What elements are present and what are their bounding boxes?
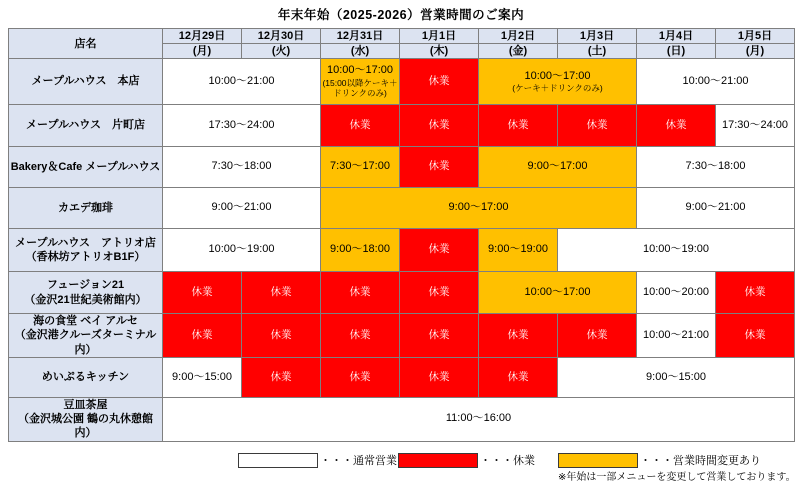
legend-normal-label: ・・・通常営業 [320,455,397,467]
table-row [9,357,795,397]
weekday-header: (金) [479,44,558,59]
hours-text: 休業 [744,328,766,341]
hours-cell-normal [558,357,795,397]
hours-cell-closed [400,314,479,358]
hours-cell-closed [321,105,400,147]
hours-note-text: (ケーキ＋ドリンクのみ) [512,83,603,94]
store-name-subtext: （金沢21世紀美術館内） [24,293,147,306]
hours-cell-normal [163,357,242,397]
hours-text: 休業 [349,370,371,383]
hours-text: 10:00〜21:00 [642,328,710,341]
date-header: 12月31日 [321,29,400,44]
hours-cell-closed [242,314,321,358]
hours-cell-closed [479,357,558,397]
hours-text: 休業 [270,328,292,341]
hours-text: 休業 [191,285,213,298]
date-header: 1月5日 [716,29,795,44]
hours-text: 休業 [507,118,529,131]
hours-text: 休業 [665,118,687,131]
hours-text: 9:00〜17:00 [448,201,509,214]
hours-text: 9:00〜19:00 [488,243,548,256]
date-header: 1月1日 [400,29,479,44]
hours-text: 17:30〜24:00 [208,118,275,131]
table-row [9,147,795,188]
hours-cell-closed [321,314,400,358]
hours-cell-changed [479,59,637,105]
hours-text: 10:00〜19:00 [208,243,275,256]
store-name-cell [9,314,163,358]
schedule-table [8,28,795,442]
hours-text: 休業 [586,328,608,341]
hours-text: 休業 [428,370,450,383]
hours-text: 11:00〜16:00 [445,412,512,425]
store-name-cell [9,59,163,105]
date-header: 1月4日 [637,29,716,44]
store-name-cell [9,229,163,272]
store-name-subtext: （金沢城公園 鶴の丸休憩館内） [17,413,154,440]
schedule-table-body [9,59,795,442]
hours-cell-changed [321,188,637,229]
store-name-text: フュージョン21 [46,279,125,292]
schedule-table-header [9,29,795,59]
hours-cell-normal [163,105,321,147]
hours-cell-closed [242,272,321,314]
hours-cell-closed [716,314,795,358]
hours-text: 9:00〜21:00 [685,201,746,214]
hours-text: 休業 [507,328,529,341]
hours-cell-normal [637,147,795,188]
store-name-cell [9,147,163,188]
legend-normal-swatch [238,453,318,468]
date-header: 12月30日 [242,29,321,44]
hours-cell-closed [400,357,479,397]
hours-cell-closed [163,314,242,358]
hours-text: 休業 [428,74,450,87]
hours-cell-closed [242,357,321,397]
hours-cell-closed [558,314,637,358]
hours-text: 休業 [507,370,529,383]
legend-note: ※年始は一部メニューを変更して営業しております。 [558,472,796,483]
store-name-cell [9,272,163,314]
table-row [9,188,795,229]
hours-text: 休業 [428,243,450,256]
store-name-text: めいぷるキッチン [41,371,130,384]
weekday-header: (月) [716,44,795,59]
legend-closed-swatch [398,453,478,468]
store-name-cell [9,357,163,397]
hours-cell-closed [400,229,479,272]
hours-cell-changed [321,229,400,272]
page-title: 年末年始（2025-2026）営業時間のご案内 [277,8,525,22]
weekday-header: (土) [558,44,637,59]
hours-cell-normal [637,59,795,105]
hours-cell-changed [321,147,400,188]
date-header: 1月2日 [479,29,558,44]
weekday-header: (日) [637,44,716,59]
hours-text: 休業 [191,328,213,341]
hours-text: 9:00〜15:00 [646,370,706,383]
store-name-text: メープルハウス 片町店 [26,119,145,132]
hours-text: 10:00〜17:00 [524,69,591,82]
hours-text: 7:30〜18:00 [211,160,272,173]
hours-text: 休業 [744,285,766,298]
hours-cell-changed [479,229,558,272]
hours-cell-closed [321,357,400,397]
hours-text: 休業 [428,285,450,298]
hours-cell-closed [321,272,400,314]
hours-cell-closed [163,272,242,314]
hours-cell-closed [558,105,637,147]
hours-text: 7:30〜18:00 [685,160,746,173]
date-header: 12月29日 [163,29,242,44]
weekday-header: (木) [400,44,479,59]
store-name-text: 海の食堂 ベイ アルセ [33,315,138,327]
hours-text: 9:00〜21:00 [211,201,272,214]
hours-cell-normal [163,188,321,229]
hours-text: 休業 [270,370,292,383]
hours-text: 9:00〜18:00 [330,243,390,256]
store-name-cell [9,105,163,147]
hours-text: 9:00〜17:00 [527,160,588,173]
weekday-header: (火) [242,44,321,59]
store-name-cell [9,188,163,229]
store-name-text: メープルハウス アトリオ店 [15,236,156,249]
hours-text: 7:30〜17:00 [330,160,390,173]
hours-cell-normal [163,147,321,188]
hours-text: 10:00〜20:00 [642,285,710,298]
hours-cell-normal [163,229,321,272]
hours-text: 10:00〜19:00 [642,243,710,256]
hours-cell-normal [716,105,795,147]
hours-cell-closed [400,147,479,188]
legend-closed [398,452,535,468]
table-row [9,59,795,105]
hours-text: 9:00〜15:00 [172,370,232,383]
hours-text: 10:00〜21:00 [208,74,275,87]
hours-cell-closed [716,272,795,314]
hours-cell-normal [637,188,795,229]
table-row [9,105,795,147]
hours-cell-closed [637,105,716,147]
store-name-subtext: （香林坊アトリオB1F） [25,251,146,263]
hours-cell-closed [479,314,558,358]
store-name-text: カエデ珈琲 [58,201,113,214]
legend-changed-label: ・・・営業時間変更あり [640,455,761,467]
table-row [9,397,795,441]
hours-cell-changed [479,272,637,314]
hours-text: 休業 [428,328,450,341]
legend-closed-label: ・・・休業 [480,455,535,467]
hours-text: 休業 [428,160,450,173]
hours-text: 休業 [586,118,608,131]
table-row [9,229,795,272]
hours-cell-closed [400,59,479,105]
hours-text: 休業 [428,118,450,131]
hours-text: 10:00〜21:00 [682,74,749,87]
store-name-header: 店名 [9,29,163,59]
store-name-text: Bakery＆Cafe メープルハウス [10,160,161,173]
store-name-subtext: （金沢港クルーズターミナル内） [14,329,157,356]
hours-cell-closed [400,105,479,147]
hours-cell-normal [637,314,716,358]
store-name-cell [9,397,163,441]
weekday-header: (月) [163,44,242,59]
hours-cell-normal [163,397,795,441]
hours-text: 17:30〜24:00 [721,118,789,131]
legend-changed-swatch [558,453,638,468]
table-row [9,314,795,358]
table-row [9,272,795,314]
hours-note-text: (15:00以降ケーキ＋ドリンクのみ) [322,78,398,99]
hours-text: 休業 [349,118,371,131]
hours-text: 10:00〜17:00 [326,64,394,77]
hours-text: 休業 [349,328,371,341]
hours-cell-closed [400,272,479,314]
hours-text: 休業 [349,285,371,298]
store-name-text: 豆皿茶屋 [63,398,108,411]
hours-cell-normal [558,229,795,272]
legend-changed [558,452,761,468]
date-header: 1月3日 [558,29,637,44]
store-name-text: メープルハウス 本店 [31,75,140,88]
hours-cell-changed [479,147,637,188]
hours-cell-changed [321,59,400,105]
hours-cell-closed [479,105,558,147]
weekday-header: (水) [321,44,400,59]
legend-normal [238,452,397,468]
hours-text: 10:00〜17:00 [524,285,591,298]
hours-text: 休業 [270,285,292,298]
hours-cell-normal [163,59,321,105]
hours-cell-normal [637,272,716,314]
